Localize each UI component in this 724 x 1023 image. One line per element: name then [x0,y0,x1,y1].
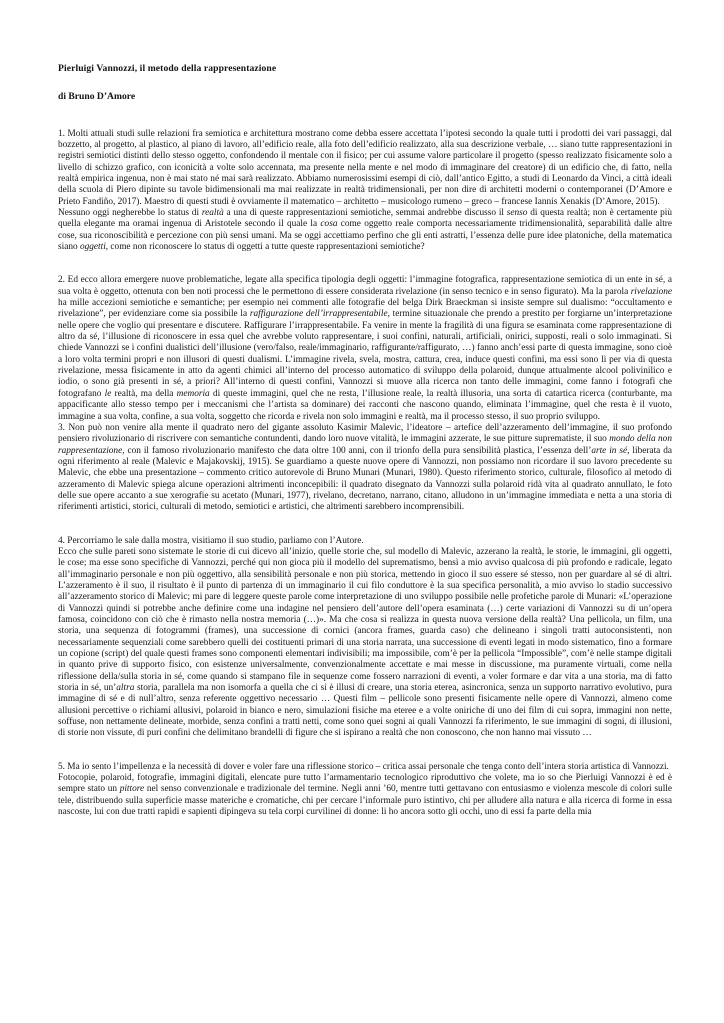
document-title: Pierluigi Vannozzi, il metodo della rappresentazione [58,63,277,74]
paragraph-run-italic: cosa [320,219,338,230]
paragraph [58,275,672,422]
paragraph-run: a una di queste rappresentazioni semiotiche, semmai andrebbe discusso il [223,208,507,218]
paragraph-run-italic: raffigurazione dell’irrappresentabile [249,309,388,320]
paragraph-run: Fotocopie, polaroid, fotografie, immagini digitali, elencate pure tutto l’armamentario tecnologico riproduttivo che volete, ma io so che Pierluigi Vannozzi è ed è sempre stato un [58,773,672,795]
paragraph-run-italic: mondo della non rappresentazione [58,434,672,456]
paragraph-run: Nessuno oggi negherebbe lo status di [58,208,202,218]
paragraph [58,423,672,514]
paragraph [58,536,672,547]
paragraph-run: realtà, ma della [111,388,177,399]
paragraph-run-italic: senso [506,208,528,218]
paragraph-run: , liberata da ogni riferimento al reale (Malevic e Majakovskij, 1915). Se guardiamo a queste nuove opere di Vannozzi, non possiamo non ricordare il suo lavoro precedente su Malevic, che ebbe una presentazione – commento critico autorevole di Bruno Munari (Munari, 1980). Questo riferimento storico, culturale, filosofico al metodo di azzeramento di Malevic spiega alcune operazioni altrimenti inconcepibili: il quadrato disegnato da Vannozzi sulla polaroid ridà vita al quadrato annullato, le foto delle sue opere accanto a sue xerografie su acetato (Munari, 1977), rivelano, decretano, narrano, citano, alludono in un’immagine immediata e netta a una storia di riferimenti artistici, storici, culturali di metodo, semiotici e artistici, che altrimenti sarebbero incomprensibili. [58,445,672,513]
paragraph-run-italic: arte in sé [591,445,628,456]
paragraph-run: , termine situazionale che prendo a prestito per forgiarne un’interpretazione nelle opere che voglio qui presentare e discutere. Raffigurare l’irrappresentabile. Fa venire in mente la fragilità di una figura se esaminata come rappresentazione di altro da sé, l’illusione di riconoscere in essa quel che avrebbe voluto rappresentare, i suoi confini, naturali, artificiali, onirici, supposti, reali o solo immaginati. Si chiede Vannozzi se i confini dualistici dell’illusione (vero/falso, reale/immaginario, raffigurante/raffigurato, …) fanno anch’essi parte di questa immagine, sono cioè a loro volta termini propri e non illusori di questi dualismi. L’immagine rivela, svela, mostra, cattura, crea, induce questi confini, ma essi sono lì per via di questa rivelazione, messa fisicamente in atto da agenti chimici all’interno del processo automatico di sviluppo della polaroid, dunque attualmente alcool polivinilico e iodio, o sono già presenti in sé, a priori? All’interno di questi confini, Vannozzi si muove alla ricerca non tanto delle immagini, come fanno i fotografi che fotografano [58,309,673,399]
paragraph [58,547,672,740]
paragraph-run: , con il famoso rivoluzionario manifesto che data oltre 100 anni, con il trionfo della pura sensibilità plastica, l’essenza dell’ [122,445,592,456]
paragraph-run: di queste immagini, quel che ne resta, l’illusione reale, la realtà illusoria, una sorta di catartica ricerca (conturbante, ma appacificante allo stesso tempo per i meccanismi che l’artista sa dominare) dei racconti che nascono quando, eliminata l’immagine, quel che resta è il vuoto, immagine a sua volta, confine, a sua volta, soggetto che ricorda e rivela non solo immagini e realtà, ma il processo stesso, il suo proprio sviluppo. [58,388,673,422]
paragraph-run: come oggetto reale comporta necessariamente tridimensionalità, separabilità dalle altre cose, sua riconoscibilità e percezione con più sensi umani. Ma se oggi accettiamo perfino che gli enti astratti, l’essenza delle pure idee platoniche, della matematica siano [58,219,672,253]
paragraph-run-italic: realtà [201,208,224,218]
paragraph-run-italic: pittore [119,784,145,795]
paragraph-run: 4. Percorriamo le sale dalla mostra, visitiamo il suo studio, parliamo con l’Autore. [58,535,364,546]
paragraph-run: Ecco che sulle pareti sono sistemate le storie di cui dicevo all’inizio, quelle storie che, sul modello di Malevic, azzerano la realtà, le storie, le immagini, gli oggetti, le cose; ma esse sono specifiche di Vannozzi, perché qui non gioca più il modello del suprematismo, bensì a mio avviso qualcosa di più profondo e radicale, legato all’immaginario personale e non più oggettivo, alla sensibilità personale e non più storica, mettendo in gioco il suo essere sé stesso, non per guardare al sé di altri. L’azzeramento è il suo, il risultato è il punto di partenza di un immaginario il cui filo conduttore è la sua specifica personalità, a mio avviso lo stadio successivo all’azzeramento storico di Malevic; mi pare di leggere queste parole come interpretazione di uno sviluppo possibile nelle profetiche parole di Munari: «L’operazione di Vannozzi quindi si potrebbe anche definire come una indagine nel pensiero dell’autore dell’opera esaminata (…) certe variazioni di Vannozzi su di un’opera famosa, coincidono con ciò che è rimasto nella nostra memoria (…)». Ma che cosa si realizza in questa nuova versione della realtà? Una pellicola, un film, una storia, una sequenza di fotogrammi (frames), una successione di cornici (ancora frames, guarda caso) che delineano i singoli tratti autoconsistenti, non necessariamente sequenziali come sarebbero quelli dei costituenti primari di una storia narrata, una successione di eventi legati in modo sistematico, fino a formare un copione (script) del quale questi frames sono componenti elementari indivisibili; ma impossibile, com’è per la pellicola “Impossible”, com’è nelle stampe digitali in quanto prive di supporto fisico, con esistenze universalmente, convenzionalmente accettate e mai messe in discussione, ma puramente virtuali, come nella riflessione della/sulla storia in sé, come quando si stampano file in sequenze come fossero narrazioni di eventi, a voler formare e dar vita a una storia, ma di fatto storia in sé, un’ [58,546,672,694]
paragraph-run: ha mille accezioni semiotiche e semantiche; per esempio nei commenti alle fotografie del belga Dirk Braeckman si insiste sempre sul dualismo: “occultamento e rivelazione”, per evidenziare come sia possibile la [58,298,672,320]
paragraph-run: 1. Molti attuali studi sulle relazioni fra semiotica e architettura mostrano come debba essere accettata l’ipotesi secondo la quale tutti i prodotti dei vari passaggi, dal bozzetto, al progetto, al plastico, al piano di lavoro, all’edificio reale, alla foto dell’edificio realizzato, alla sua descrizione verbale, … siano tutte rappresentazioni in registri semiotici distinti dello stesso oggetto, confondendo il mentale con il fisico; per cui assume valore particolare il progetto (spesso realizzato fisicamente solo a livello di schizzo grafico, con iconicità a volte solo accennata, ma presente nella mente e nel modo di immaginare del creatore) di un edificio che, di fatto, nella realtà empirica ingenua, non è mai stato né mai sarà realizzato. Abbiamo numerosissimi esempi di ciò, dall’antico Egitto, a studi di Leonardo da Vinci, a città ideali della scuola di Piero dipinte su tavole bidimensionali ma mai realizzate in realtà tridimensionali, per non dire di architetti moderni o contemporanei (D’Amore e Prieto Fandiño, 2017). Maestro di questi studi è ovviamente il matematico – architetto – musicologo rumeno – greco – francese Iannis Xenakis (D’Amore, 2015). [58,128,672,207]
paragraph-run-italic: le [104,388,112,399]
paragraph-run-italic: memoria [176,388,210,399]
paragraph-run-italic: altra [116,683,135,694]
paragraph-run: storia, parallela ma non isomorfa a quella che ci si è illusi di creare, una storia eterea, asincronica, senza un supporto narrativo evolutivo, pura immagine di sé e di null’altro, senza referente oggettivo necessario … Questi film – pellicole sono presenti fisicamente nelle opere di Vannozzi, almeno come allusioni percettive o richiami allusivi, polaroid in bianco e nero, simulazioni fisiche ma eteree e a volte oniriche di uno dei film di cui sopra, immagini non nette, soffuse, non nettamente delineate, morbide, senza confini a tratti netti, come sono quei sogni ai quali Vannozzi fa riferimento, le sue immagini di sogni, di illusioni, di storie non vissute, di puri confini che delimitano brandelli di figure che si ispirano a realtà che non conoscono, che non hanno mai vissuto … [58,683,672,739]
paragraph-run: nel senso convenzionale e tradizionale del termine. Negli anni ’60, mentre tutti gettavano con entusiasmo e violenza mescole di colori sulle tele, distribuendo sulla superficie masse materiche e cromatiche, chi per cercare l’informale puro istintivo, chi per alludere alla natura e alla ricerca di forme in essa nascoste, lui con due tratti rapidi e sapienti dipingeva su tela corpi curvilinei di donne: li ho ancora sotto gli occhi, uno di essi fa parte della mia [58,784,672,818]
paragraph-run: 3. Non può non venire alla mente il quadrato nero del gigante assoluto Kasimir Malevic, l’ideatore – artefice dell’azzeramento dell’immagine, il suo profondo pensiero rivoluzionario di riscrivere con semantiche contundenti, dando loro nuove vitalità, le immagini azzerate, le sue pitture suprematiste, il suo [58,422,672,445]
paragraph [58,762,672,773]
paragraph-run: di questa realtà; non è certamente più quella elegante ma oramai ingenua di Aristotele secondo il quale la [58,208,672,230]
document-body [58,129,672,819]
paragraph-run: , come non riconoscere lo status di oggetti a tutte queste rappresentazioni semiotiche? [105,242,425,253]
paragraph [58,773,672,818]
paragraph-run: 2. Ed ecco allora emergere nuove problematiche, legate alla specifica tipologia degli oggetti: l’immagine fotografica, rappresentazione semiotica di un ente in sé, a sua volta è oggetto, ottenuta con ben noti processi che le permettono di essere considerata rivelazione (in senso tecnico e in senso figurato). Ma la parola [58,275,672,297]
document-author: di Bruno D’Amore [58,91,136,103]
paragraph-run-italic: rivelazione [630,286,672,297]
paragraph-run: 5. Ma io sento l’impellenza e la necessità di dover e voler fare una riflessione storico – critica assai personale che tenga conto dell’intera storia artistica di Vannozzi. [58,761,669,772]
paragraph [58,208,672,253]
paragraph [58,129,672,208]
paragraph-run-italic: oggetti [79,242,106,253]
